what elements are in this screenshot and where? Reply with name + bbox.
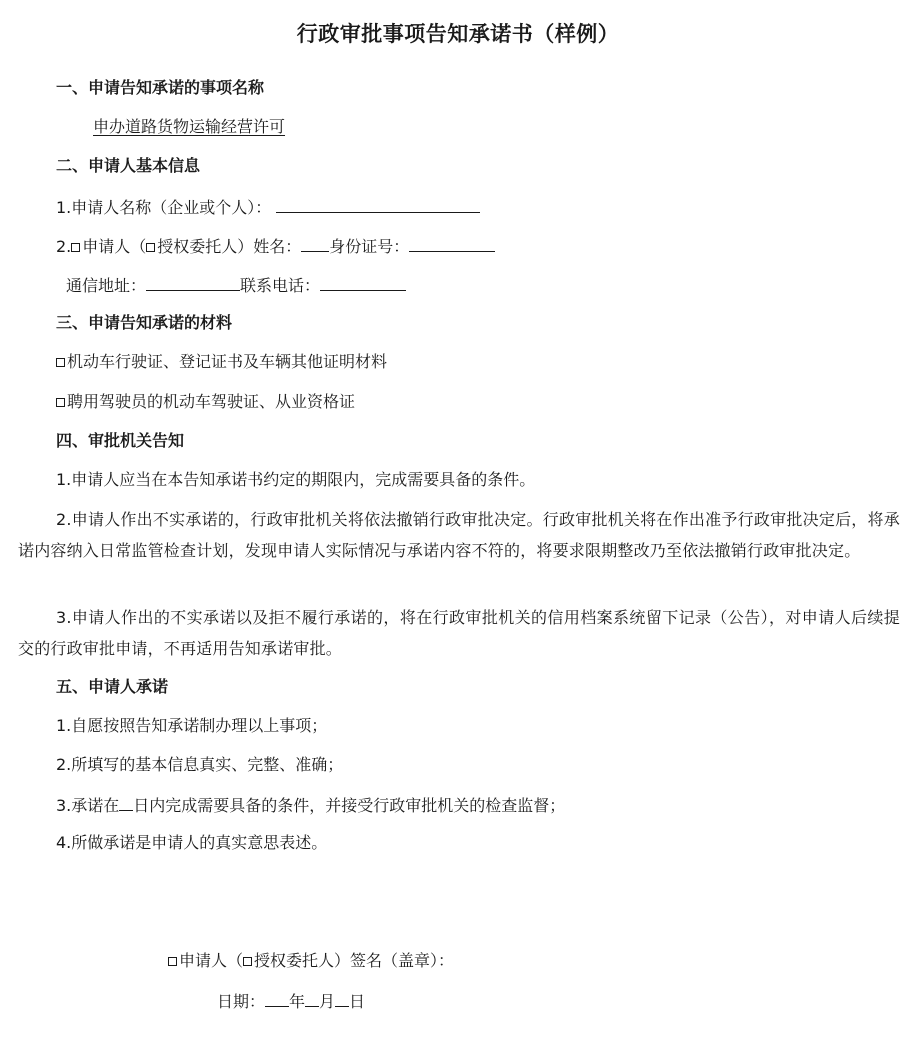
commitment-4: 4.所做承诺是申请人的真实意思表述。 xyxy=(56,833,328,852)
address-label: 通信地址： xyxy=(66,276,147,295)
section1-heading: 一、申请告知承诺的事项名称 xyxy=(56,78,265,97)
days-blank[interactable] xyxy=(119,793,133,811)
applicant-identity-row xyxy=(56,234,495,258)
contact-row xyxy=(66,273,406,297)
year-label: 年 xyxy=(289,992,306,1011)
material1-label: 机动车行驶证、登记证书及车辆其他证明材料 xyxy=(67,352,388,371)
person-name-blank[interactable] xyxy=(301,234,329,252)
document-title: 行政审批事项告知承诺书（样例） xyxy=(296,22,620,46)
material-row-2 xyxy=(56,391,355,413)
item-name: 申办道路货物运输经营许可 xyxy=(93,117,286,136)
day-label: 日 xyxy=(349,992,366,1011)
material2-checkbox-icon[interactable] xyxy=(56,398,65,407)
agent-name-label: 授权委托人）姓名： xyxy=(157,237,302,256)
commitment-2: 2.所填写的基本信息真实、完整、准确； xyxy=(56,755,344,774)
commitment-1: 1.自愿按照告知承诺制办理以上事项； xyxy=(56,716,328,735)
sign-applicant-label: 申请人（ xyxy=(179,951,244,970)
commitment-3-suffix: 日内完成需要具备的条件，并接受行政审批机关的检查监督； xyxy=(133,796,566,815)
month-label: 月 xyxy=(319,992,336,1011)
applicant-name-blank[interactable] xyxy=(276,195,480,213)
address-blank[interactable] xyxy=(146,273,240,291)
sign-applicant-checkbox-icon[interactable] xyxy=(168,957,177,966)
applicant-checkbox-icon[interactable] xyxy=(71,243,80,252)
notice-paragraph-1: 1.申请人应当在本告知承诺书约定的期限内，完成需要具备的条件。 xyxy=(56,470,536,489)
year-blank[interactable] xyxy=(265,989,289,1007)
phone-blank[interactable] xyxy=(320,273,406,291)
date-row xyxy=(217,989,365,1013)
day-blank[interactable] xyxy=(335,989,349,1007)
material2-label: 聘用驾驶员的机动车驾驶证、从业资格证 xyxy=(67,392,356,411)
sign-agent-label: 授权委托人）签名（盖章）： xyxy=(254,951,455,970)
material-row-1 xyxy=(56,351,387,373)
section3-heading: 三、申请告知承诺的材料 xyxy=(56,313,233,332)
material1-checkbox-icon[interactable] xyxy=(56,358,65,367)
signature-row xyxy=(168,950,454,972)
applicant-identity-prefix: 2. xyxy=(56,237,72,256)
section2-heading: 二、申请人基本信息 xyxy=(56,156,201,175)
commitment-3-prefix: 3.承诺在 xyxy=(56,796,120,815)
commitment-3 xyxy=(56,793,565,817)
agent-checkbox-icon[interactable] xyxy=(146,243,155,252)
section5-heading: 五、申请人承诺 xyxy=(56,677,169,696)
section4-heading: 四、审批机关告知 xyxy=(56,431,185,450)
applicant-label: 申请人（ xyxy=(82,237,147,256)
date-label: 日期： xyxy=(217,992,266,1011)
phone-label: 联系电话： xyxy=(240,276,321,295)
month-blank[interactable] xyxy=(305,989,319,1007)
applicant-name-row xyxy=(56,195,480,219)
id-number-label: 身份证号： xyxy=(329,237,410,256)
applicant-name-label: 1.申请人名称（企业或个人）： xyxy=(56,198,272,217)
sign-agent-checkbox-icon[interactable] xyxy=(243,957,252,966)
notice-paragraph-2: 2.申请人作出不实承诺的，行政审批机关将依法撤销行政审批决定。行政审批机关将在作出准予行政审批决定后，将承诺内容纳入日常监管检查计划，发现申请人实际情况与承诺内容不符的，将要求限期整改乃至依法撤销行政审批决定。 xyxy=(18,510,900,560)
notice-paragraph-3: 3.申请人作出的不实承诺以及拒不履行承诺的，将在行政审批机关的信用档案系统留下记录（公告），对申请人后续提交的行政审批申请，不再适用告知承诺审批。 xyxy=(18,608,900,658)
id-number-blank[interactable] xyxy=(409,234,495,252)
